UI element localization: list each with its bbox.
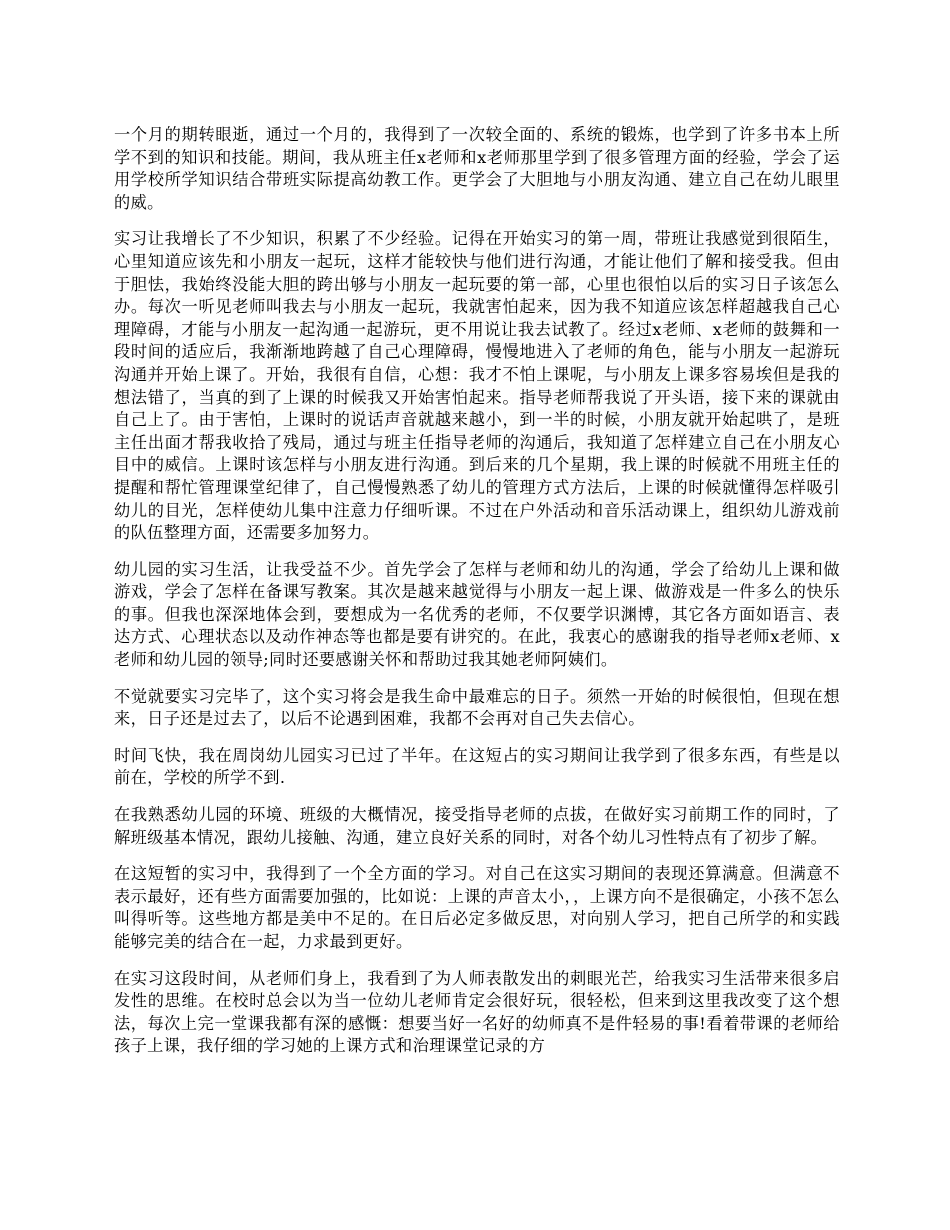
paragraph-7: 在这短暂的实习中，我得到了一个全方面的学习。对自己在这实习期间的表现还算满意。但满意不表示最好，还有些方面需要加强的，比如说：上课的声音太小，，上课方向不是很确定，小孩不怎么叫得听等。这些地方都是美中不足的。在日后必定多做反思，对向别人学习，把自己所学的和实践能够完美的结合在一起，力求最到更好。 [114, 864, 840, 951]
document-body [114, 124, 840, 1072]
paragraph-3: 幼儿园的实习生活，让我受益不少。首先学会了怎样与老师和幼儿的沟通，学会了给幼儿上课和做游戏，学会了怎样在备课写教案。其次是越来越觉得与小朋友一起上课、做游戏是一件多么的快乐的事。但我也深深地体会到，要想成为一名优秀的老师，不仅要学识渊博，其它各方面如语言、表达方式、心理状态以及动作神态等也都是要有讲究的。在此，我衷心的感谢我的指导老师x老师、x老师和幼儿园的领导;同时还要感谢关怀和帮助过我其她老师阿姨们。 [114, 559, 840, 670]
paragraph-6: 在我熟悉幼儿园的环境、班级的大概情况，接受指导老师的点拔，在做好实习前期工作的同时，了解班级基本情况，跟幼儿接触、沟通，建立良好关系的同时，对各个幼儿习性特点有了初步了解。 [114, 805, 840, 847]
paragraph-4: 不觉就要实习完毕了，这个实习将会是我生命中最难忘的日子。须然一开始的时候很怕，但现在想来，日子还是过去了，以后不论遇到困难，我都不会再对自己失去信心。 [114, 686, 840, 729]
paragraph-2: 实习让我增长了不少知识，积累了不少经验。记得在开始实习的第一周，带班让我感觉到很陌生，心里知道应该先和小朋友一起玩，这样才能较快与他们进行沟通，才能让他们了解和接受我。但由于胆怯，我始终没能大胆的跨出够与小朋友一起玩要的第一部，心里也很怕以后的实习日子该怎么办。每次一听见老师叫我去与小朋友一起玩，我就害怕起来，因为我不知道应该怎样超越我自己心理障碍，才能与小朋友一起沟通一起游玩，更不用说让我去试教了。经过x老师、x老师的鼓舞和一段时间的适应后，我渐渐地跨越了自己心理障碍，慢慢地进入了老师的角色，能与小朋友一起游玩沟通并开始上课了。开始，我很有自信，心想：我才不怕上课呢，与小朋友上课多容易埃但是我的想法错了，当真的到了上课的时候我又开始害怕起来。指导老师帮我说了开头语，接下来的课就由自己上了。由于害怕，上课时的说话声音就越来越小，到一半的时候，小朋友就开始起哄了，是班主任出面才帮我收拾了残局，通过与班主任指导老师的沟通后，我知道了怎样建立自己在小朋友心目中的威信。上课时该怎样与小朋友进行沟通。到后来的几个星期，我上课的时候就不用班主任的提醒和帮忙管理课堂纪律了，自己慢慢熟悉了幼儿的管理方式方法后，上课的时候就懂得怎样吸引幼儿的目光，怎样使幼儿集中注意力仔细听课。不过在户外活动和音乐活动课上，组织幼儿游戏前的队伍整理方面，还需要多加努力。 [114, 229, 840, 543]
paragraph-8: 在实习这段时间，从老师们身上，我看到了为人师表散发出的刺眼光芒，给我实习生活带来很多启发性的思维。在校时总会以为当一位幼儿老师肯定会很好玩，很轻松，但来到这里我改变了这个想法，每次上完一堂课我都有深的感慨：想要当好一名好的幼师真不是件轻易的事!看着带课的老师给孩子上课，我仔细的学习她的上课方式和治理课堂记录的方 [114, 968, 840, 1056]
paragraph-1: 一个月的期转眼逝，通过一个月的，我得到了一次较全面的、系统的锻炼，也学到了许多书本上所学不到的知识和技能。期间，我从班主任x老师和x老师那里学到了很多管理方面的经验，学会了运用学校所学知识结合带班实际提高幼教工作。更学会了大胆地与小朋友沟通、建立自己在幼儿眼里的威。 [114, 125, 840, 212]
paragraph-5: 时间飞快，我在周岗幼儿园实习已过了半年。在这短占的实习期间让我学到了很多东西，有些是以前在，学校的所学不到. [114, 745, 840, 788]
